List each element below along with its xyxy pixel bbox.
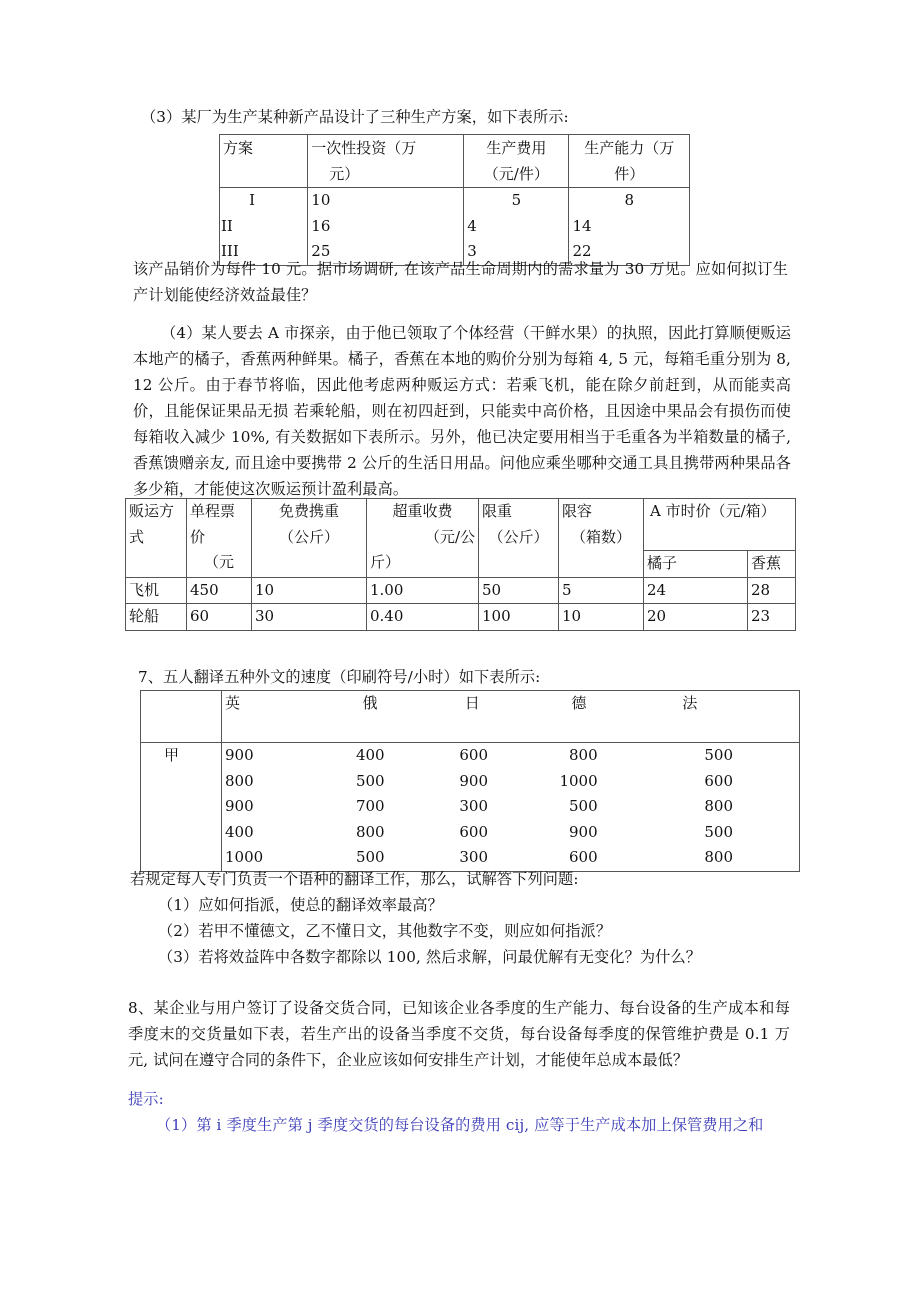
- market-price-title-row: [644, 499, 795, 551]
- table-header-row: [141, 691, 800, 743]
- header-lang-french: 法: [634, 691, 800, 743]
- cell-free-weight-plane: 10: [252, 577, 367, 604]
- table-row: [141, 794, 800, 820]
- cell-investment-3: 25: [308, 239, 464, 265]
- table-row: [126, 577, 796, 604]
- header-scheme: 方案: [220, 135, 308, 188]
- section3-intro: （3）某厂为生产某种新产品设计了三种生产方案，如下表所示:: [141, 108, 569, 126]
- section7-intro: 7、五人翻译五种外文的速度（印刷符号/小时）如下表所示:: [138, 668, 541, 686]
- cell-r2-japanese: 900: [459, 771, 489, 790]
- cell-r2-french: 600: [634, 769, 800, 795]
- header-lang-german: 德: [524, 691, 634, 743]
- cell-capacity-2: 14: [569, 214, 690, 240]
- header-lang-japanese: 日: [421, 691, 524, 743]
- cell-fare-plane: 450: [187, 577, 252, 604]
- cell-scheme-3: III: [220, 239, 308, 265]
- cell-r4-english: 400: [221, 820, 319, 846]
- market-price-subtable: [644, 499, 795, 577]
- cell-capacity-3: 22: [569, 239, 690, 265]
- header-box-limit: 限容 （箱数）: [559, 499, 644, 578]
- cell-cost-3: 3: [464, 239, 569, 265]
- section4-body: （4）某人要去 A 市探亲，由于他已领取了个体经营（干鲜水果）的执照，因此打算顺便贩运本地产的橘子，香蕉两种鲜果。橘子，香蕉在本地的购价分别为每箱 4, 5 元，每箱毛重分别为 8, 12 公斤。由于春节将临，因此他考虑两种贩运方式：若乘飞机，能在除夕前赶到，从而能卖高价，且能保证果品无损 若乘轮船，则在初四赶到，只能卖中高价格，且因途中果品会有损伤而使每箱收入减少 10%, 有关数据如下表所示。另外，他已决定要用相当于毛重各为半箱数量的橘子, 香蕉馈赠亲友, 而且途中要携带 2 公斤的生活日用品。问他应乘坐哪种交通工具且携带两种果品各多少箱，才能使这次贩运预计盈利最高。: [133, 324, 791, 498]
- cell-r3-russian: 700: [355, 797, 385, 815]
- cell-scheme-1: I: [220, 188, 308, 214]
- transport-table: [125, 498, 796, 631]
- table-header-row: [220, 135, 690, 188]
- header-excess-fee: 超重收费 （元/公 斤）: [367, 499, 479, 578]
- cell-mode-plane: 飞机: [126, 577, 187, 604]
- cell-r5-english: 1000: [221, 845, 319, 871]
- cell-r2-russian: 500: [355, 771, 385, 790]
- cell-r4-japanese: 600: [459, 822, 489, 841]
- cell-r4-russian: 800: [355, 822, 385, 841]
- section8-hint-label: 提示:: [128, 1090, 164, 1108]
- cell-r5-german: 600: [524, 845, 634, 871]
- section3-after-text: 该产品销价为每件 10 元。据市场调研, 在该产品生命周期内的需求量为 30 万见。应如何拟订生产计划能使经济效益最佳？: [133, 260, 788, 304]
- cell-fare-ship: 60: [187, 604, 252, 631]
- section8-hint-item-1: （1）第 i 季度生产第 j 季度交货的每台设备的费用 cij, 应等于生产成本加上保管费用之和: [156, 1116, 764, 1134]
- cell-r1-japanese: 600: [459, 746, 489, 764]
- table-row: [126, 604, 796, 631]
- cell-box-limit-ship: 10: [559, 604, 644, 631]
- cell-r5-japanese: 300: [421, 845, 524, 871]
- cell-price-banana-plane: 28: [748, 577, 796, 604]
- production-scheme-table: [219, 134, 690, 266]
- cell-price-banana-ship: 23: [748, 604, 796, 631]
- market-price-sub-row: [644, 551, 795, 577]
- header-blank-corner: [141, 691, 222, 743]
- header-lang-english: 英: [221, 691, 319, 743]
- cell-price-orange-ship: 20: [644, 604, 748, 631]
- header-lang-russian: 俄: [319, 691, 420, 743]
- row-spacer-3: [141, 794, 222, 820]
- cell-r3-french: 800: [634, 794, 800, 820]
- cell-r1-english: 900: [221, 743, 319, 769]
- section7-question-1: （1）应如何指派，使总的翻译效率最高？: [158, 896, 443, 914]
- cell-weight-limit-plane: 50: [479, 577, 559, 604]
- cell-r2-english: 800: [221, 769, 319, 795]
- cell-mode-ship: 轮船: [126, 604, 187, 631]
- header-market-price: A 市时价（元/箱）: [644, 499, 795, 551]
- cell-r2-german: 1000: [559, 771, 598, 790]
- table-header-row: [126, 499, 796, 578]
- header-banana: 香蕉: [751, 554, 782, 572]
- table-row: [141, 743, 800, 769]
- cell-price-orange-plane: 24: [644, 577, 748, 604]
- cell-r3-japanese: 300: [459, 797, 489, 815]
- cell-investment-1: 10: [308, 188, 464, 214]
- translator-speed-table: [140, 690, 800, 872]
- cell-capacity-1: 8: [569, 188, 690, 214]
- row-label-person: 甲: [141, 743, 222, 769]
- cell-excess-fee-plane: 1.00: [367, 577, 479, 604]
- header-weight-limit: 限重 （公斤）: [479, 499, 559, 578]
- table-row: [141, 820, 800, 846]
- header-free-weight: 免费携重 （公斤）: [252, 499, 367, 578]
- cell-cost-1: 5: [464, 188, 569, 214]
- cell-r5-russian: 500: [319, 845, 420, 871]
- header-investment: 一次性投资（万 元）: [308, 135, 464, 188]
- cell-investment-2: 16: [308, 214, 464, 240]
- header-one-way-fare: 单程票 价 （元: [187, 499, 252, 578]
- cell-box-limit-plane: 5: [559, 577, 644, 604]
- cell-scheme-2: II: [220, 214, 308, 240]
- cell-free-weight-ship: 30: [252, 604, 367, 631]
- section7-question-3: （3）若将效益阵中各数字都除以 100, 然后求解，问最优解有无变化？为什么？: [158, 948, 702, 966]
- section7-after-intro: 若规定每人专门负责一个语种的翻译工作，那么，试解答下列问题:: [130, 870, 579, 888]
- cell-r3-english: 900: [221, 794, 319, 820]
- cell-cost-2: 4: [464, 214, 569, 240]
- cell-r3-german: 500: [569, 797, 598, 815]
- row-spacer-4: [141, 820, 222, 846]
- cell-r1-french: 500: [634, 743, 800, 769]
- cell-r5-french: 800: [634, 845, 800, 871]
- header-transport-mode: 贩运方 式: [126, 499, 187, 578]
- cell-r1-german: 800: [569, 746, 598, 764]
- section7-question-2: （2）若甲不懂德文，乙不懂日文，其他数字不变，则应如何指派？: [158, 922, 612, 940]
- cell-r4-german: 900: [569, 822, 598, 841]
- header-market-price-group: [644, 499, 796, 578]
- section8-body: 8、某企业与用户签订了设备交货合同，已知该企业各季度的生产能力、每台设备的生产成本和每季度末的交货量如下表，若生产出的设备当季度不交货，每台设备每季度的保管维护费是 0.1 万元, 试问在遵守合同的条件下，企业应该如何安排生产计划，才能使年总成本最低？: [128, 999, 790, 1069]
- cell-excess-fee-ship: 0.40: [367, 604, 479, 631]
- row-spacer-2: [141, 769, 222, 795]
- header-orange: 橘子: [644, 551, 748, 577]
- table-row: [220, 188, 690, 214]
- header-capacity: 生产能力（万 件）: [569, 135, 690, 188]
- cell-r1-russian: 400: [355, 746, 385, 764]
- table-row: [220, 214, 690, 240]
- cell-weight-limit-ship: 100: [479, 604, 559, 631]
- header-cost: 生产费用 （元/件）: [464, 135, 569, 188]
- cell-r4-french: 500: [634, 820, 800, 846]
- table-row: [141, 769, 800, 795]
